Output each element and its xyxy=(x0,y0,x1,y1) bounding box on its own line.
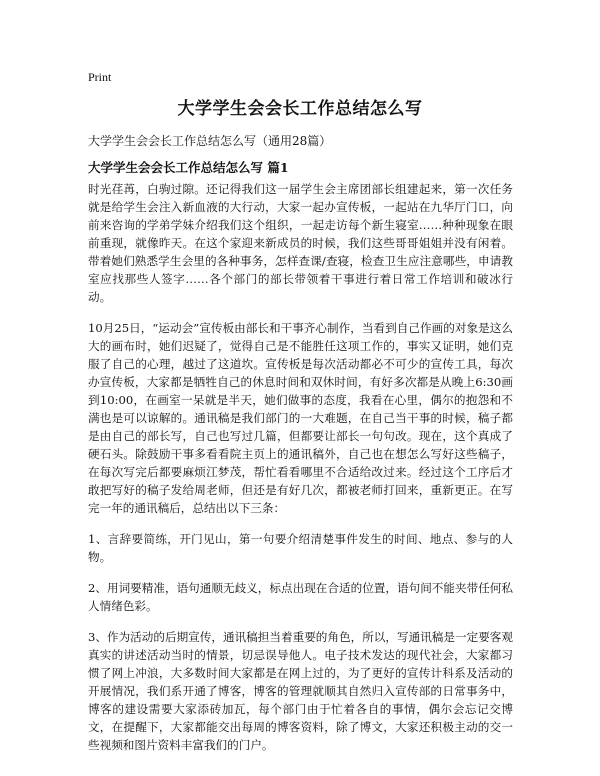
paragraph-1: 时光荏苒，白驹过隙。还记得我们这一届学生会主席团部长组建起来，第一次任务就是给学生会注入新血液的大行动，大家一起办宣传板，一起站在九华厅门口，向前来咨询的学弟学妹介绍我们这个组织，一起走访每个新生寝室……种种现象在眼前重现，就像昨天。在这个家迎来新成员的时候，我们这些哥哥姐姐并没有闲着。带着她们熟悉学生会里的各种事务，怎样查课/查寝，检查卫生应注意哪些，申请教室应找那些人签字……各个部门的部长带领着干事进行着日常工作培训和破冰行动。 xyxy=(88,182,513,304)
paragraph-4: 2、用词要精准，语句通顺无歧义，标点出现在合适的位置，语句间不能夹带任何私人情绪色彩。 xyxy=(88,581,513,613)
paragraph-2: 10月25日，“运动会”宣传板由部长和干事齐心制作，当看到自己作画的对象是这么大的画布时，她们迟疑了，觉得自己是不能胜任这项工作的，事实又证明，她们克服了自己的心理，越过了这道坎。宣传板是每次活动都必不可少的宣传工具，每次办宣传板，大家都是牺牲自己的休息时间和双休时间，有好多次都是从晚上6:30画到10:00，在画室一呆就是半天，她们做事的态度，我看在心里，偶尔的抱怨和不满也是可以谅解的。通讯稿是我们部门的一大难题，在自己当干事的时候，稿子都是由自己的部长写，自己也写过几篇，但都要让部长一句句改。现在，这个真成了硬石头。除鼓励干事多看看院主页上的通讯稿外，自己也在想怎么写好这些稿子，在每次写完后都要麻烦江梦茂，帮忙看看哪里不合适给改过来。经过这个工序后才敢把写好的稿子发给周老师，但还是有好几次，都被老师打回来，重新更正。在写完一年的通讯稿后，总结出以下三条： xyxy=(88,321,513,515)
document-subtitle: 大学学生会会长工作总结怎么写（通用28篇） xyxy=(88,134,332,148)
document-title: 大学学生会会长工作总结怎么写 xyxy=(177,99,423,119)
paragraph-5: 3、作为活动的后期宣传，通讯稿担当着重要的角色，所以，写通讯稿是一定要客观真实的讲述活动当时的情景，切忌误导他人。电子技术发达的现代社会，大家都习惯了网上冲浪，大多数时间大家都是在网上过的，为了更好的宣传计科系及活动的开展情况，我们系开通了博客，博客的管理就顺其自然归入宣传部的日常事务中，博客的建设需要大家添砖加瓦，每个部门由于忙着各自的事情，偶尔会忘记交博文，在提醒下，大家都能交出每周的博客资料，除了博文，大家还积极主动的交一些视频和图片资料丰富我们的门户。 xyxy=(88,630,513,752)
print-label[interactable]: Print xyxy=(88,70,112,84)
section-heading: 大学学生会会长工作总结怎么写 篇1 xyxy=(88,160,289,175)
paragraph-3: 1、言辞要简练，开门见山，第一句要介绍清楚事件发生的时间、地点、参与的人物。 xyxy=(88,532,513,564)
document-body xyxy=(88,180,513,767)
